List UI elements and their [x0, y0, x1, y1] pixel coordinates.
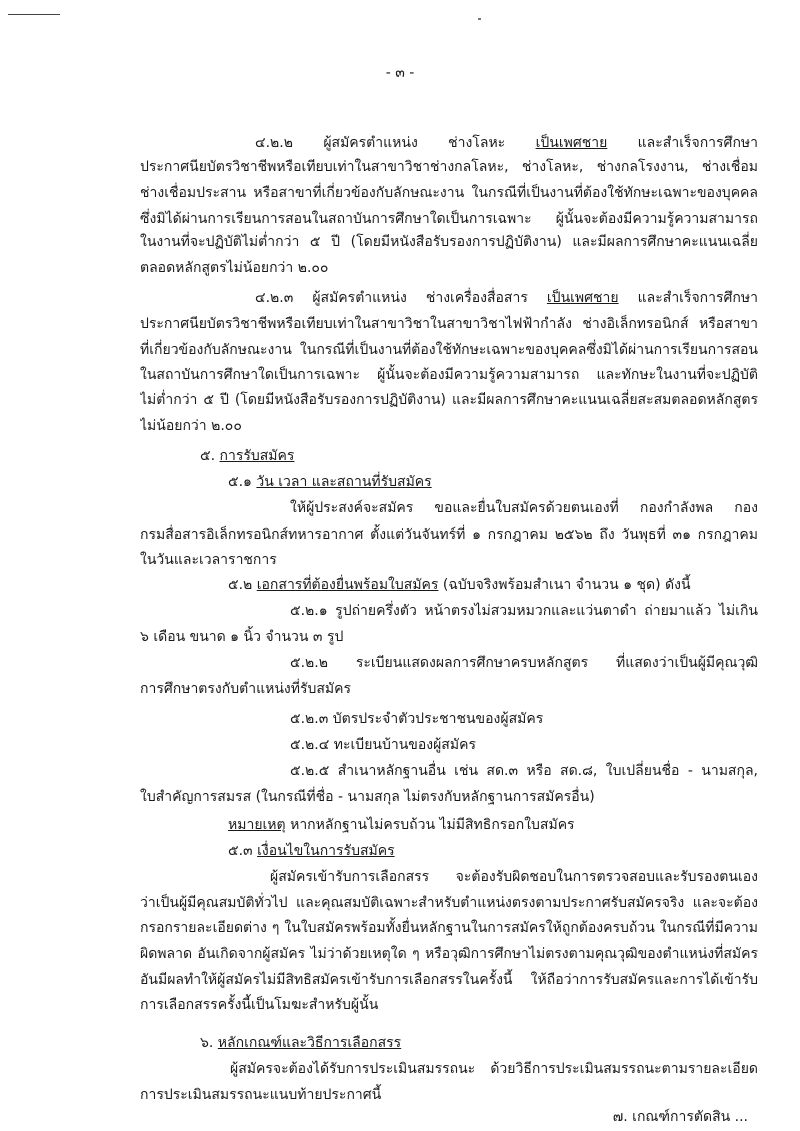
line-text: ๕.: [200, 448, 220, 464]
text-line: [140, 389, 758, 411]
text-line: [140, 969, 758, 991]
text-line: [228, 840, 758, 862]
line-text: และสำเร็จการศึกษา: [618, 290, 758, 306]
text-line: [200, 445, 758, 467]
line-text: ช่างเชื่อมประสาน หรือสาขาที่เกี่ยวข้องกับลักษณะงาน ในกรณีที่เป็นงานที่ต้องใช้ทักษะเฉพาะของบุคคล: [140, 185, 758, 201]
line-text: และสำเร็จการศึกษา: [607, 135, 758, 151]
text-line: [140, 524, 758, 546]
line-text: ในงานที่จะปฏิบัติไม่ต่ำกว่า ๕ ปี (โดยมีหนังสือรับรองการปฏิบัติงาน) และมีผลการศึกษาคะแนนเฉลี่ย: [140, 234, 758, 250]
text-line: [230, 1058, 758, 1080]
page-number: - ๓ -: [385, 65, 415, 81]
line-text: ซึ่งมิได้ผ่านการเรียนการสอนในสถาบันการศึกษาใดเป็นการเฉพาะ ผู้นั้นจะต้องมีความรู้ความสามารถ: [140, 211, 758, 227]
scan-speck: [478, 18, 481, 20]
text-line: [140, 208, 758, 230]
underlined-heading: วัน เวลา และสถานที่รับสมัคร: [256, 474, 432, 490]
line-text: อันมีผลทำให้ผู้สมัครไม่มีสิทธิสมัครเข้ารับการเลือกสรรในครั้งนี้ ให้ถือว่าการรับสมัครและการได้เข้ารับ: [140, 972, 758, 988]
line-text: ผู้สมัครเข้ารับการเลือกสรร จะต้องรับผิดชอบในการตรวจสอบและรับรองตนเอง: [270, 869, 758, 885]
line-text: ประกาศนียบัตรวิชาชีพหรือเทียบเท่าในสาขาวิชาช่างกลโลหะ, ช่างโลหะ, ช่างกลโรงงาน, ช่างเชื่อม: [140, 159, 758, 175]
scan-mark: [8, 14, 60, 15]
text-line: [140, 786, 758, 808]
line-text: ๖ เดือน ขนาด ๑ นิ้ว จำนวน ๓ รูป: [140, 629, 344, 645]
line-text: การประเมินสมรรถนะแนบท้ายประกาศนี้: [140, 1087, 382, 1103]
underlined-heading: หมายเหตุ: [228, 817, 286, 833]
text-line: [140, 917, 758, 939]
text-line: [290, 734, 758, 756]
line-text: ๕.๒: [228, 577, 257, 593]
line-text: ใบสำคัญการสมรส (ในกรณีที่ชื่อ - นามสกุล ไม่ตรงกับหลักฐานการสมัครอื่น): [140, 789, 595, 805]
line-text: (ฉบับจริงพร้อมสำเนา จำนวน ๑ ชุด) ดังนี้: [438, 577, 691, 593]
text-line: [140, 182, 758, 204]
text-line: [270, 866, 758, 888]
text-line: [140, 943, 758, 965]
line-text: ในวันและเวลาราชการ: [140, 552, 277, 568]
text-line: [140, 892, 758, 914]
line-text: ๕.๒.๓ บัตรประจำตัวประชาชนของผู้สมัคร: [290, 711, 544, 727]
line-text: ว่าเป็นผู้มีคุณสมบัติทั่วไป และคุณสมบัติเฉพาะสำหรับตำแหน่งตรงตามประกาศรับสมัครจริง และจะต้อง: [140, 895, 758, 911]
text-line: [140, 1084, 758, 1106]
line-text: ๕.๑: [228, 474, 257, 490]
text-line: [290, 600, 758, 622]
text-line: [228, 471, 758, 493]
text-line: [140, 231, 758, 253]
line-text: ๕.๒.๒ ระเบียนแสดงผลการศึกษาครบหลักสูตร ที่แสดงว่าเป็นผู้มีคุณวุฒิ: [290, 655, 758, 671]
underlined-heading: เป็นเพศชาย: [546, 290, 619, 306]
text-line: [200, 1032, 758, 1054]
text-line: [140, 313, 758, 335]
text-line: [140, 994, 758, 1016]
line-text: ๕.๓: [228, 843, 258, 859]
line-text: ๔.๒.๓ ผู้สมัครตำแหน่ง ช่างเครื่องสื่อสาร: [255, 290, 547, 306]
line-text: ที่เกี่ยวข้องกับลักษณะงาน ในกรณีที่เป็นงานที่ต้องใช้ทักษะเฉพาะของบุคคลซึ่งมิได้ผ่านการเรียนการสอน: [140, 342, 758, 358]
line-text: ในสถาบันการศึกษาใดเป็นการเฉพาะ ผู้นั้นจะต้องมีความรู้ความสามารถ และทักษะในงานที่จะปฏิบัติ: [140, 367, 758, 383]
line-text: ๔.๒.๒ ผู้สมัครตำแหน่ง ช่างโลหะ: [255, 135, 536, 151]
text-line: [228, 814, 758, 836]
line-text: การเลือกสรรครั้งนี้เป็นโมฆะสำหรับผู้นั้น: [140, 997, 379, 1013]
text-line: [140, 678, 758, 700]
line-text: ๕.๒.๔ ทะเบียนบ้านของผู้สมัคร: [290, 737, 476, 753]
line-text: การศึกษาตรงกับตำแหน่งที่รับสมัคร: [140, 681, 352, 697]
underlined-heading: เงื่อนไขในการรับสมัคร: [257, 843, 395, 859]
line-text: ตลอดหลักสูตรไม่น้อยกว่า ๒.๐๐: [140, 260, 329, 276]
underlined-heading: เอกสารที่ต้องยื่นพร้อมใบสมัคร: [256, 577, 439, 593]
line-text: ๕.๒.๕ สำเนาหลักฐานอื่น เช่น สด.๓ หรือ สด.๘, ใบเปลี่ยนชื่อ - นามสกุล,: [290, 763, 758, 779]
line-text: ๕.๒.๑ รูปถ่ายครึ่งตัว หน้าตรงไม่สวมหมวกและแว่นตาดำ ถ่ายมาแล้ว ไม่เกิน: [290, 603, 758, 619]
line-text: ไม่ต่ำกว่า ๕ ปี (โดยมีหนังสือรับรองการปฏิบัติงาน) และมีผลการศึกษาคะแนนเฉลี่ยสะสมตลอดหลักสูตร: [140, 392, 758, 408]
line-text: หากหลักฐานไม่ครบถ้วน ไม่มีสิทธิกรอกใบสมัคร: [285, 817, 575, 833]
text-line: [140, 257, 758, 279]
text-line: [140, 364, 758, 386]
line-text: กรอกรายละเอียดต่าง ๆ ในใบสมัครพร้อมทั้งยื่นหลักฐานในการสมัครให้ถูกต้องครบถ้วน ในกรณีที่มีความ: [140, 920, 758, 936]
text-line: [140, 156, 758, 178]
text-line: [140, 626, 758, 648]
text-line: [140, 549, 758, 571]
underlined-heading: เป็นเพศชาย: [535, 135, 608, 151]
continuation-footer: ๗. เกณฑ์การตัดสิน ...: [612, 1109, 748, 1125]
text-line: [290, 497, 758, 519]
line-text: กรมสื่อสารอิเล็กทรอนิกส์ทหารอากาศ ตั้งแต่วันจันทร์ที่ ๑ กรกฎาคม ๒๕๖๒ ถึง วันพุธที่ ๓๑ กรกฎาคม: [140, 527, 758, 543]
underlined-heading: หลักเกณฑ์และวิธีการเลือกสรร: [217, 1035, 402, 1051]
underlined-heading: การรับสมัคร: [219, 448, 295, 464]
text-line: [140, 339, 758, 361]
line-text: ผู้สมัครจะต้องได้รับการประเมินสมรรถนะ ด้วยวิธีการประเมินสมรรถนะตามรายละเอียด: [230, 1061, 758, 1077]
text-line: [290, 760, 758, 782]
text-line: [140, 415, 758, 437]
text-line: [290, 652, 758, 674]
line-text: ๖.: [200, 1035, 218, 1051]
line-text: ประกาศนียบัตรวิชาชีพหรือเทียบเท่าในสาขาวิชาในสาขาวิชาไฟฟ้ากำลัง ช่างอิเล็กทรอนิกส์ หรือสาขา: [140, 316, 758, 332]
text-line: [290, 708, 758, 730]
text-line: [255, 287, 758, 309]
line-text: ให้ผู้ประสงค์จะสมัคร ขอและยื่นใบสมัครด้วยตนเองที่ กองกำลังพล กอง: [290, 500, 758, 516]
line-text: ผิดพลาด อันเกิดจากผู้สมัคร ไม่ว่าด้วยเหตุใด ๆ หรือวุฒิการศึกษาไม่ตรงตามคุณวุฒิของตำแหน่งที่สมัคร: [140, 946, 758, 962]
line-text: ไม่น้อยกว่า ๒.๐๐: [140, 418, 242, 434]
text-line: [228, 574, 758, 596]
text-line: [255, 132, 758, 154]
